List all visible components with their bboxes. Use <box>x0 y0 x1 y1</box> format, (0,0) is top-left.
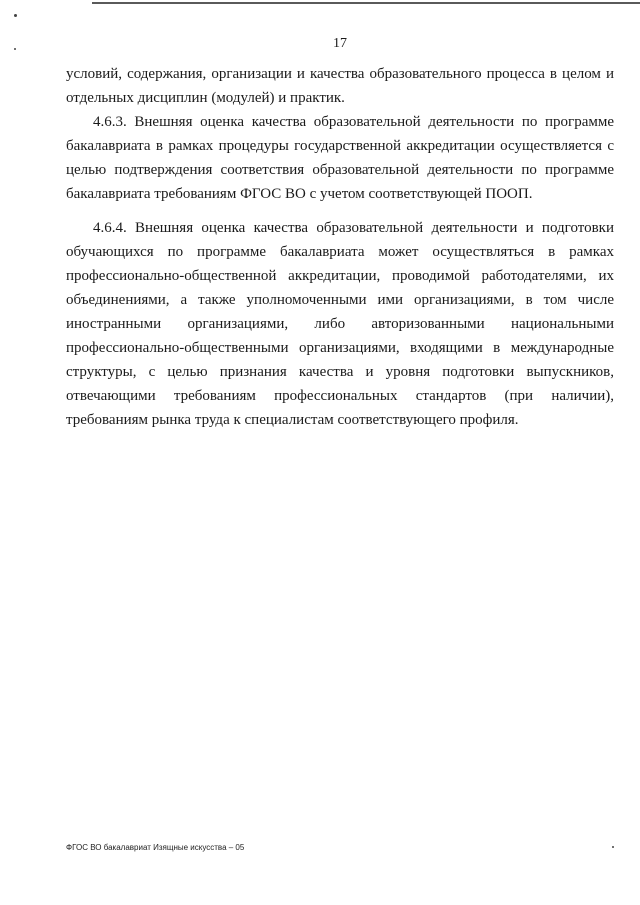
document-body <box>66 62 614 432</box>
page-footer: ФГОС ВО бакалавриат Изящные искусства – 05 <box>66 843 245 852</box>
scan-top-edge-line <box>92 2 640 4</box>
scan-speck <box>612 846 614 848</box>
paragraph-4-6-3: 4.6.3. Внешняя оценка качества образовательной деятельности по программе бакалавриата в рамках процедуры государственной аккредитации осуществляется с целью подтверждения соответствия образовательной деятельности по программе бакалавриата требованиям ФГОС ВО с учетом соответствующей ПООП. <box>66 114 614 202</box>
page-number: 17 <box>333 36 347 51</box>
paragraph-continuation: условий, содержания, организации и качества образовательного процесса в целом и отдельных дисциплин (модулей) и практик. <box>66 66 614 106</box>
scan-speck <box>14 14 17 17</box>
paragraph-4-6-4: 4.6.4. Внешняя оценка качества образовательной деятельности и подготовки обучающихся по программе бакалавриата может осуществляться в рамках профессионально-общественной аккредитации, проводимой работодателями, их объединениями, а также уполномоченными ими организациями, в том числе иностранными организациями, либо авторизованными национальными профессионально-общественными организациями, входящими в международные структуры, с целью признания качества и уровня подготовки выпускников, отвечающими требованиям профессиональных стандартов (при наличии), требованиям рынка труда к специалистам соответствующего профиля. <box>66 220 614 428</box>
